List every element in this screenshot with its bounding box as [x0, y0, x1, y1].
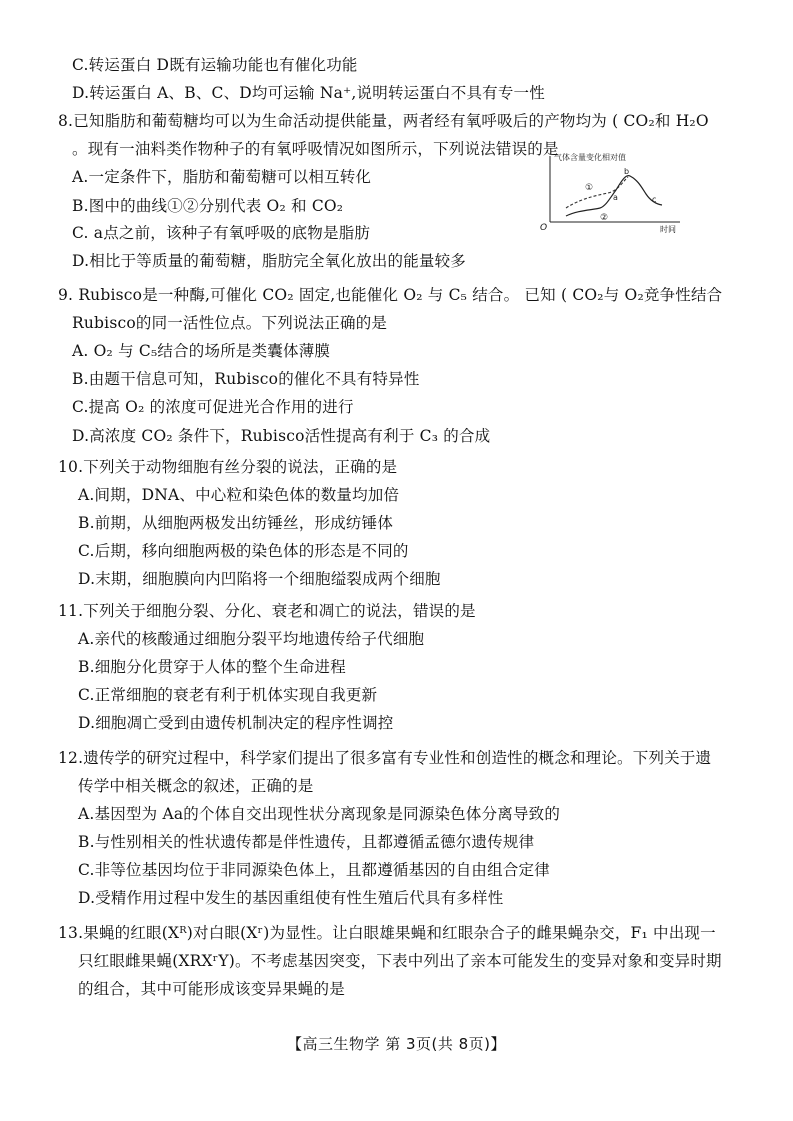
q12-stem-line1: 12.遗传学的研究过程中，科学家们提出了很多富有专业性和创造性的概念和理论。下列关于遗	[58, 749, 712, 767]
q9-option-a: A. O₂ 与 C₅结合的场所是类囊体薄膜	[72, 342, 331, 360]
page-footer: 【高三生物学 第 3页(共 8页)】	[286, 1035, 507, 1053]
q11-option-d: D.细胞凋亡受到由遗传机制决定的程序性调控	[78, 714, 394, 732]
q13-stem-line2: 只红眼雌果蝇(XRXʳY)。不考虑基因突变，下表中列出了亲本可能发生的变异对象和变异时期	[78, 952, 722, 970]
point-c-label: c	[652, 195, 657, 204]
q11-stem: 11.下列关于细胞分裂、分化、衰老和凋亡的说法，错误的是	[58, 602, 476, 620]
q12-option-d: D.受精作用过程中发生的基因重组使有性生殖后代具有多样性	[78, 889, 504, 907]
q7-option-c: C.转运蛋白 D既有运输功能也有催化功能	[72, 56, 358, 74]
q9-option-b: B.由题干信息可知，Rubisco的催化不具有特异性	[72, 370, 420, 388]
q8-gas-curve-figure	[538, 150, 688, 234]
q11-option-c: C.正常细胞的衰老有利于机体实现自我更新	[78, 686, 378, 704]
q12-option-c: C.非等位基因均位于非同源染色体上，且都遵循基因的自由组合定律	[78, 861, 550, 879]
q8-option-c: C. a点之前，该种子有氧呼吸的底物是脂肪	[72, 224, 371, 242]
q12-option-b: B.与性别相关的性状遗传都是伴性遗传，且都遵循孟德尔遗传规律	[78, 833, 535, 851]
q10-stem: 10.下列关于动物细胞有丝分裂的说法，正确的是	[58, 458, 398, 476]
q9-stem-line1: 9. Rubisco是一种酶,可催化 CO₂ 固定,也能催化 O₂ 与 C₅ 结合。 已知 ( CO₂与 O₂竞争性结合	[58, 286, 723, 304]
q11-option-b: B.细胞分化贯穿于人体的整个生命进程	[78, 658, 346, 676]
q10-option-c: C.后期，移向细胞两极的染色体的形态是不同的	[78, 542, 409, 560]
q10-option-d: D.末期，细胞膜向内凹陷将一个细胞缢裂成两个细胞	[78, 570, 441, 588]
q10-option-b: B.前期，从细胞两极发出纺锤丝，形成纺锤体	[78, 514, 394, 532]
q8-option-a: A.一定条件下，脂肪和葡萄糖可以相互转化	[72, 168, 372, 186]
q9-stem-line2: Rubisco的同一活性位点。下列说法正确的是	[72, 314, 388, 332]
q13-stem-line3: 的组合，其中可能形成该变异果蝇的是	[78, 980, 345, 998]
curve-1	[566, 177, 628, 208]
q8-stem-line1: 8.已知脂肪和葡萄糖均可以为生命活动提供能量，两者经有氧呼吸后的产物均为 ( CO₂和 H₂O	[58, 112, 709, 130]
q9-option-c: C.提高 O₂ 的浓度可促进光合作用的进行	[72, 398, 354, 416]
q7-option-d: D.转运蛋白 A、B、C、D均可运输 Na⁺,说明转运蛋白不具有专一性	[72, 84, 545, 102]
curve-1-label: ①	[585, 183, 594, 193]
q11-option-a: A.亲代的核酸通过细胞分裂平均地遗传给子代细胞	[78, 630, 425, 648]
q9-option-d: D.高浓度 CO₂ 条件下，Rubisco活性提高有利于 C₃ 的合成	[72, 427, 491, 445]
q12-stem-line2: 传学中相关概念的叙述，正确的是	[78, 777, 314, 795]
figure-ylabel: 气体含量变化相对值	[554, 153, 626, 162]
curve-2-label: ②	[600, 213, 609, 223]
q12-option-a: A.基因型为 Aa的个体自交出现性状分离现象是同源染色体分离导致的	[78, 805, 561, 823]
q8-stem-line2: 。现有一油料类作物种子的有氧呼吸情况如图所示，下列说法错误的是	[72, 140, 559, 158]
point-b-label: b	[624, 167, 630, 176]
q13-stem-line1: 13.果蝇的红眼(Xᴿ)对白眼(Xʳ)为显性。让白眼雄果蝇和红眼杂合子的雌果蝇杂交，F₁ 中出现一	[58, 924, 716, 942]
q8-option-b: B.图中的曲线①②分别代表 O₂ 和 CO₂	[72, 197, 344, 215]
point-a-label: a	[613, 193, 618, 202]
figure-origin: O	[540, 223, 548, 233]
figure-xlabel: 时间	[660, 225, 676, 234]
q8-option-d: D.相比于等质量的葡萄糖，脂肪完全氧化放出的能量较多	[72, 252, 467, 270]
q10-option-a: A.间期，DNA、中心粒和染色体的数量均加倍	[78, 486, 400, 504]
